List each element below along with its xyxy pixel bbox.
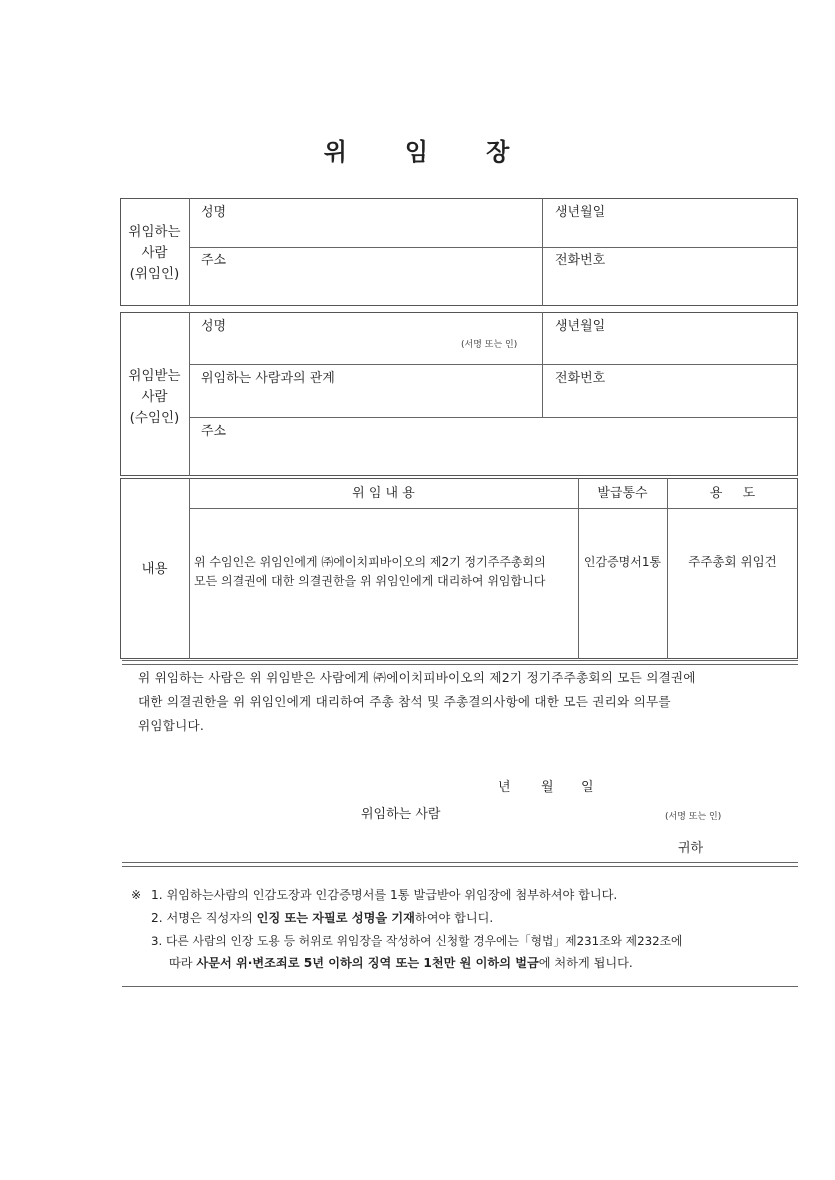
grantee-name-label: 성명 [201,319,227,334]
note-1: 1. 위임하는사람의 인감도장과 인감증명서를 1통 발급받아 위임장에 첨부하셔야 합니다. [151,888,618,902]
content-side-label: 내용 [141,561,168,577]
date-day: 일 [581,780,594,795]
date-year: 년 [498,780,511,795]
grantor-side-label: 위임하는 사람 (위임인) [128,224,181,282]
content-description: 위 수임인은 위임인에게 ㈜에이치피바이오의 제2기 정기주주총회의 모든 의결권에 대한 의결권한을 위 위임인에게 대리하여 위임합니다 [194,555,546,588]
title-char-2: 임 [404,138,431,166]
grantee-phone-label: 전화번호 [555,371,606,386]
bottom-rule [122,986,798,987]
delegation-statement: 위 위임하는 사람은 위 위임받은 사람에게 ㈜에이치피바이오의 제2기 정기주주총회의 모든 의결권에 대한 의결권한을 위 위임인에게 대리하여 주총 참석 및 주총결의사항에 대한 모든 권리와 의무를 위임합니다. [138,670,696,733]
content-header-purpose: 용 도 [709,486,756,501]
content-header-description: 위 임 내 용 [352,486,415,501]
grantee-sign-hint: (서명 또는 인) [461,340,518,350]
grantee-birth-label: 생년월일 [555,319,606,334]
grantee-address-label: 주소 [201,424,227,439]
title-char-3: 장 [486,138,512,166]
content-purpose: 주주총회 위임건 [688,554,777,569]
grantor-phone-label: 전화번호 [555,253,606,268]
grantee-relation-label: 위임하는 사람과의 관계 [201,371,335,386]
title-char-1: 위 [323,138,349,166]
note-3: 3. 다른 사람의 인장 도용 등 허위로 위임장을 작성하여 신청할 경우에는「형법」제231조와 제232조에 따라 사문서 위·변조죄로 5년 이하의 징역 또는 1천만 원 이하의 벌금에 처하게 됩니다. [151,934,683,970]
note-2: 2. 서명은 직성자의 인징 또는 자필로 성명을 기재하여야 합니디. [151,911,494,925]
signer-hint: (서명 또는 인) [665,812,722,822]
grantor-birth-label: 생년월일 [555,205,606,220]
divider [122,660,798,665]
content-issue-count: 인감증명서1통 [583,555,662,569]
note-mark: ※ [131,888,142,902]
divider [122,862,798,867]
date-month: 월 [541,780,554,795]
grantee-section [120,312,798,476]
addressee: 귀하 [678,841,704,856]
signer-label: 위임하는 사람 [361,807,441,822]
grantor-name-label: 성명 [201,205,227,220]
grantee-side-label: 위임받는 사람 (수임인) [128,368,181,426]
grantor-address-label: 주소 [201,253,227,268]
content-header-count: 발급통수 [597,486,648,501]
page-title [0,132,835,167]
